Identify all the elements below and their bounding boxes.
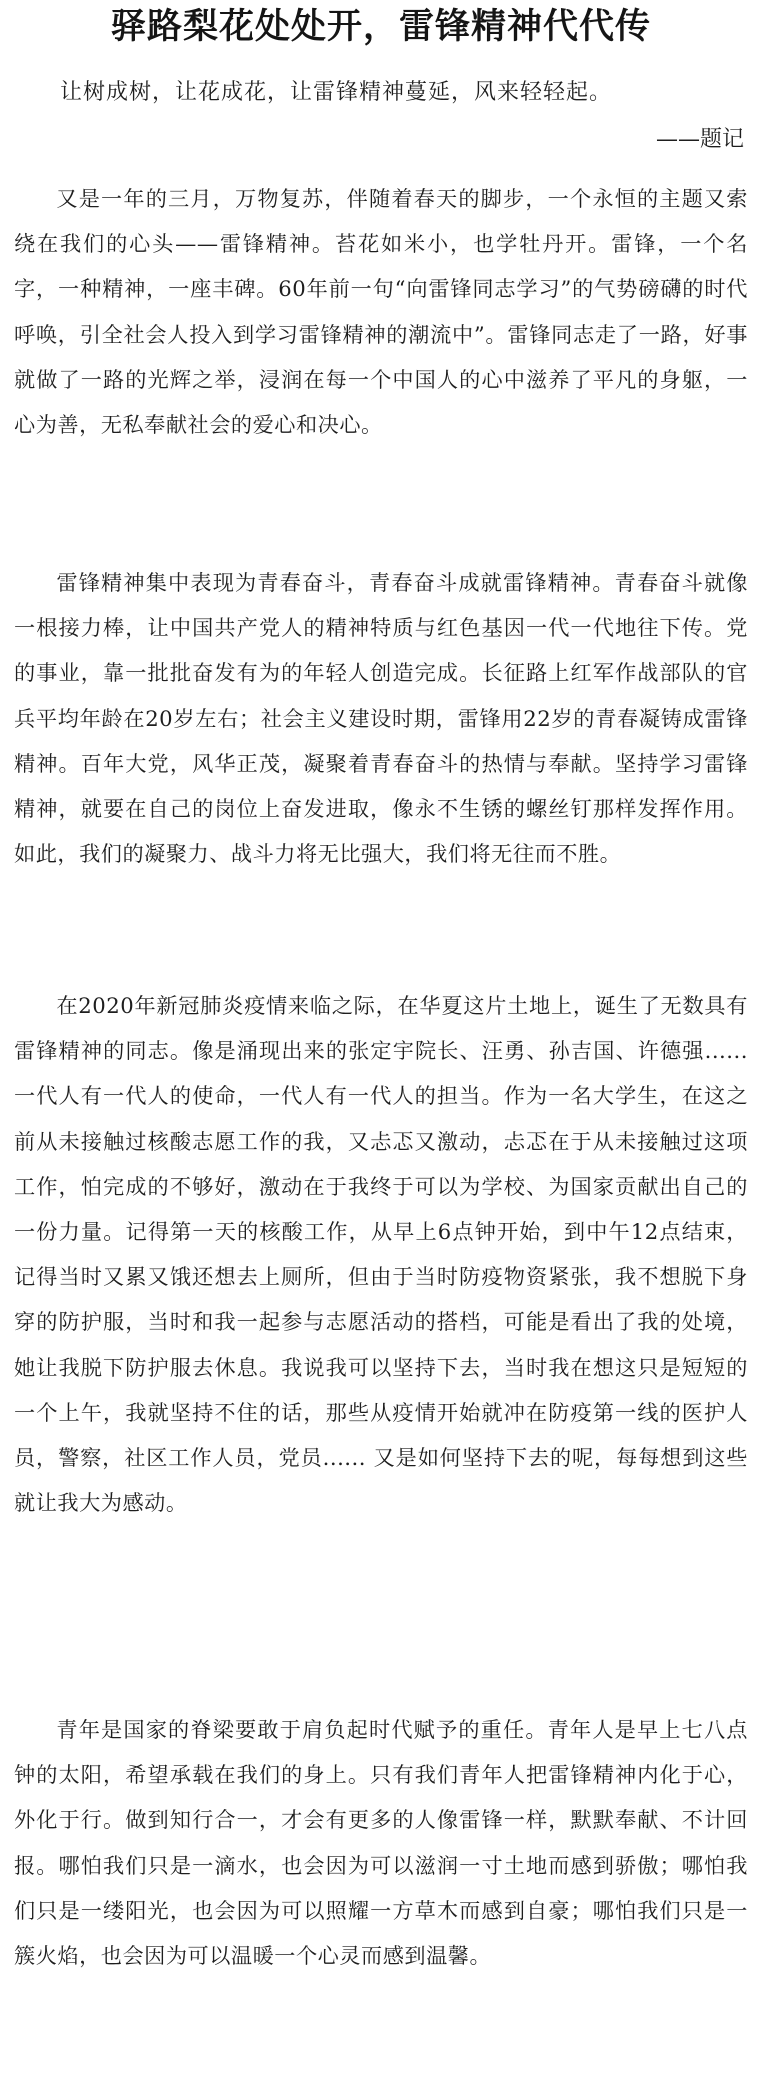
paragraph-3: 在2020年新冠肺炎疫情来临之际，在华夏这片土地上，诞生了无数具有雷锋精神的同志。像是涌现出来的张定宇院长、汪勇、孙吉国、许德强......一代人有一代人的使命，一代人有一代人的担当。作为一名大学生，在这之前从未接触过核酸志愿工作的我，又忐忑又激动，忐忑在于从未接触过这项工作，怕完成的不够好，激动在于我终于可以为学校、为国家贡献出自己的一份力量。记得第一天的核酸工作，从早上6点钟开始，到中午12点结束，记得当时又累又饿还想去上厕所，但由于当时防疫物资紧张，我不想脱下身穿的防护服，当时和我一起参与志愿活动的搭档，可能是看出了我的处境，她让我脱下防护服去休息。我说我可以坚持下去，当时我在想这只是短短的一个上午，我就坚持不住的话，那些从疫情开始就冲在防疫第一线的医护人员，警察，社区工作人员，党员...... 又是如何坚持下去的呢，每每想到这些就让我大为感动。 — [14, 993, 748, 1516]
article-title: 驿路梨花处处开，雷锋精神代代传 — [110, 7, 651, 47]
paragraph-1: 又是一年的三月，万物复苏，伴随着春天的脚步，一个永恒的主题又索绕在我们的心头——雷锋精神。苔花如米小，也学牡丹开。雷锋，一个名字，一种精神，一座丰碑。60年前一句“向雷锋同志学习”的气势磅礴的时代呼唤，引全社会人投入到学习雷锋精神的潮流中”。雷锋同志走了一路，好事就做了一路的光辉之举，浸润在每一个中国人的心中滋养了平凡的身躯，一心为善，无私奉献社会的爱心和决心。 — [14, 186, 748, 438]
paragraph-4: 青年是国家的脊梁要敢于肩负起时代赋予的重任。青年人是早上七八点钟的太阳，希望承载在我们的身上。只有我们青年人把雷锋精神内化于心，外化于行。做到知行合一，才会有更多的人像雷锋一样，默默奉献、不计回报。哪怕我们只是一滴水，也会因为可以滋润一寸土地而感到骄傲；哪怕我们只是一缕阳光，也会因为可以照耀一方草木而感到自豪；哪怕我们只是一簇火焰，也会因为可以温暖一个心灵而感到温馨。 — [14, 1717, 748, 1969]
epigraph-attribution: ——题记 — [655, 127, 744, 152]
paragraph-2: 雷锋精神集中表现为青春奋斗，青春奋斗成就雷锋精神。青春奋斗就像一根接力棒，让中国共产党人的精神特质与红色基因一代一代地往下传。党的事业，靠一批批奋发有为的年轻人创造完成。长征路上红军作战部队的官兵平均年龄在20岁左右；社会主义建设时期，雷锋用22岁的青春凝铸成雷锋精神。百年大党，风华正茂，凝聚着青春奋斗的热情与奉献。坚持学习雷锋精神，就要在自己的岗位上奋发进取，像永不生锈的螺丝钉那样发挥作用。如此，我们的凝聚力、战斗力将无比强大，我们将无往而不胜。 — [14, 570, 748, 867]
epigraph: 让树成树，让花成花，让雷锋精神蔓延，风来轻轻起。 — [60, 80, 613, 105]
